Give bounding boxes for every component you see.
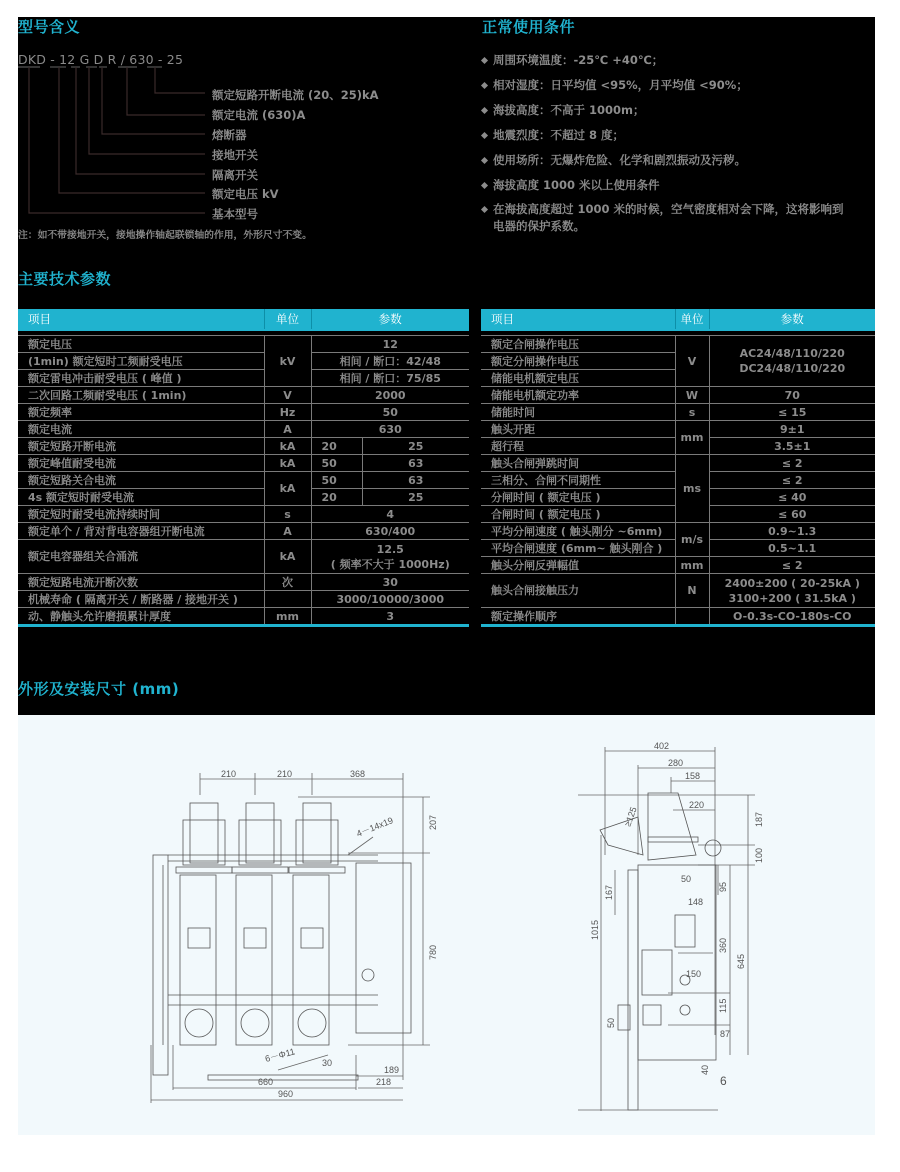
model-label-rated-voltage: 额定电压 kV <box>212 187 279 201</box>
svg-text:187: 187 <box>754 811 764 827</box>
svg-text:368: 368 <box>350 769 366 779</box>
tech-section-title: 主要技术参数 <box>18 270 112 288</box>
table-row: 机械寿命 ( 隔离开关 / 断路器 / 接地开关 ) 3000/10000/3000 <box>18 591 469 608</box>
svg-text:148: 148 <box>688 897 704 907</box>
col-header-value: 参数 <box>311 309 469 330</box>
table-row: 额定电压 kV 12 <box>18 336 469 353</box>
svg-text:220: 220 <box>689 800 705 810</box>
table-row: 触头分闸反弹幅值 mm ≤ 2 <box>481 557 875 574</box>
table-row: 储能电机额定功率 W 70 <box>481 387 875 404</box>
table-row: 额定短路电流开断次数 次 30 <box>18 574 469 591</box>
table-row: 触头开距 mm 9±1 <box>481 421 875 438</box>
model-label-rated-current: 额定电流 (630)A <box>212 108 306 122</box>
svg-text:210: 210 <box>277 769 293 779</box>
col-header-item: 项目 <box>18 309 264 330</box>
table-row: 额定短路关合电流 kA 50 63 <box>18 472 469 489</box>
tech-table-left <box>18 309 469 627</box>
table-row: 超行程 3.5±1 <box>481 438 875 455</box>
table-row: 4s 额定短时耐受电流 20 25 <box>18 489 469 506</box>
table-row: 额定频率 Hz 50 <box>18 404 469 421</box>
model-note: 注：如不带接地开关，接地操作轴起联锁轴的作用，外形尺寸不变。 <box>18 230 312 241</box>
model-label-earthing-switch: 接地开关 <box>212 148 258 162</box>
bullet-icon <box>481 157 488 164</box>
svg-text:360: 360 <box>718 937 728 953</box>
svg-text:780: 780 <box>428 944 438 960</box>
table-row: 合闸时间 ( 额定电压 ) ≤ 60 <box>481 506 875 523</box>
table-row: 额定峰值耐受电流 kA 50 63 <box>18 455 469 472</box>
svg-text:6: 6 <box>720 1074 727 1088</box>
svg-text:50: 50 <box>681 874 692 884</box>
col-header-item: 项目 <box>481 309 675 330</box>
table-row: 额定雷电冲击耐受电压 ( 峰值 ) 相间 / 断口：75/85 <box>18 370 469 387</box>
table-row: 触头合闸接触压力 N 2400±200 ( 20-25kA ) 3100+200 ( 31.5kA ) <box>481 574 875 608</box>
svg-text:40: 40 <box>700 1064 710 1075</box>
table-row: 额定电流 A 630 <box>18 421 469 438</box>
table-row: 储能时间 s ≤ 15 <box>481 404 875 421</box>
condition-item: 海拔高度：不高于 1000m； <box>482 102 645 119</box>
svg-text:30: 30 <box>322 1058 333 1068</box>
svg-text:189: 189 <box>384 1065 400 1075</box>
bullet-icon <box>481 107 488 114</box>
bullet-icon <box>481 206 488 213</box>
condition-item: 相对湿度：日平均值 <95%，月平均值 <90%； <box>482 77 748 94</box>
side-view-drawing <box>18 715 875 1135</box>
model-label-base-model: 基本型号 <box>212 207 258 221</box>
model-code: DKD - 12 G D R / 630 - 25 <box>18 52 184 67</box>
table-row: 平均分闸速度 ( 触头刚分 ~6mm) m/s 0.9~1.3 <box>481 523 875 540</box>
table-row: 储能电机额定电压 <box>481 370 875 387</box>
svg-text:207: 207 <box>428 814 438 830</box>
svg-text:402: 402 <box>654 741 670 751</box>
svg-text:87: 87 <box>720 1029 731 1039</box>
model-section-title: 型号含义 <box>18 18 81 36</box>
table-row: 额定分闸操作电压 <box>481 353 875 370</box>
table-row: 额定操作顺序 O-0.3s-CO-180s-CO <box>481 608 875 626</box>
col-header-unit: 单位 <box>675 309 709 330</box>
svg-text:280: 280 <box>668 758 684 768</box>
svg-text:≥125: ≥125 <box>622 805 639 828</box>
conditions-section-title: 正常使用条件 <box>482 18 576 36</box>
table-row: 额定单个 / 背对背电容器组开断电流 A 630/400 <box>18 523 469 540</box>
condition-item: 使用场所：无爆炸危险、化学和剧烈振动及污秽。 <box>482 152 746 169</box>
table-row: 额定电容器组关合涌流 kA 12.5 ( 频率不大于 1000Hz) <box>18 540 469 574</box>
col-header-value: 参数 <box>709 309 875 330</box>
model-label-fuse: 熔断器 <box>212 128 247 142</box>
table-row: 分闸时间 ( 额定电压 ) ≤ 40 <box>481 489 875 506</box>
bullet-icon <box>481 57 488 64</box>
table-row: 平均合闸速度 (6mm~ 触头刚合 ) 0.5~1.1 <box>481 540 875 557</box>
dimension-section-title: 外形及安装尺寸 (mm) <box>18 680 180 698</box>
condition-item: 海拔高度 1000 米以上使用条件 <box>482 177 660 194</box>
svg-text:95: 95 <box>718 881 728 892</box>
svg-text:4－14x19: 4－14x19 <box>355 815 395 839</box>
table-row: 触头合闸弹跳时间 ms ≤ 2 <box>481 455 875 472</box>
svg-text:115: 115 <box>718 998 728 1013</box>
table-row: 动、静触头允许磨损累计厚度 mm 3 <box>18 608 469 626</box>
condition-item: 在海拔高度超过 1000 米的时候，空气密度相对会下降，这将影响到 电器的保护系数。 <box>482 201 877 235</box>
model-label-isolator: 隔离开关 <box>212 168 258 182</box>
tech-table-right <box>481 309 875 627</box>
table-row: 二次回路工频耐受电压 ( 1min) V 2000 <box>18 387 469 404</box>
model-label-breaking-current: 额定短路开断电流 (20、25)kA <box>212 88 379 102</box>
table-row: 额定短时耐受电流持续时间 s 4 <box>18 506 469 523</box>
svg-text:100: 100 <box>754 847 764 863</box>
table-row: 额定合闸操作电压 V AC24/48/110/220 DC24/48/110/220 <box>481 336 875 353</box>
condition-item: 周围环境温度：-25℃ +40℃； <box>482 52 663 69</box>
svg-text:50: 50 <box>606 1017 616 1028</box>
bullet-icon <box>481 82 488 89</box>
bullet-icon <box>481 182 488 189</box>
col-header-unit: 单位 <box>264 309 311 330</box>
svg-text:6－Φ11: 6－Φ11 <box>263 1046 297 1064</box>
table-row: 三相分、合闸不同期性 ≤ 2 <box>481 472 875 489</box>
table-row: 额定短路开断电流 kA 20 25 <box>18 438 469 455</box>
svg-text:1015: 1015 <box>590 919 600 940</box>
svg-text:210: 210 <box>221 769 237 779</box>
condition-item: 地震烈度：不超过 8 度； <box>482 127 624 144</box>
svg-text:167: 167 <box>604 884 614 900</box>
bullet-icon <box>481 132 488 139</box>
svg-text:158: 158 <box>685 771 701 781</box>
svg-text:660: 660 <box>258 1077 274 1087</box>
svg-text:150: 150 <box>686 969 702 979</box>
svg-text:645: 645 <box>736 953 746 969</box>
table-row: (1min) 额定短时工频耐受电压 相间 / 断口：42/48 <box>18 353 469 370</box>
svg-text:218: 218 <box>376 1077 392 1087</box>
svg-text:960: 960 <box>278 1089 294 1099</box>
dimension-drawing-area <box>18 715 875 1135</box>
